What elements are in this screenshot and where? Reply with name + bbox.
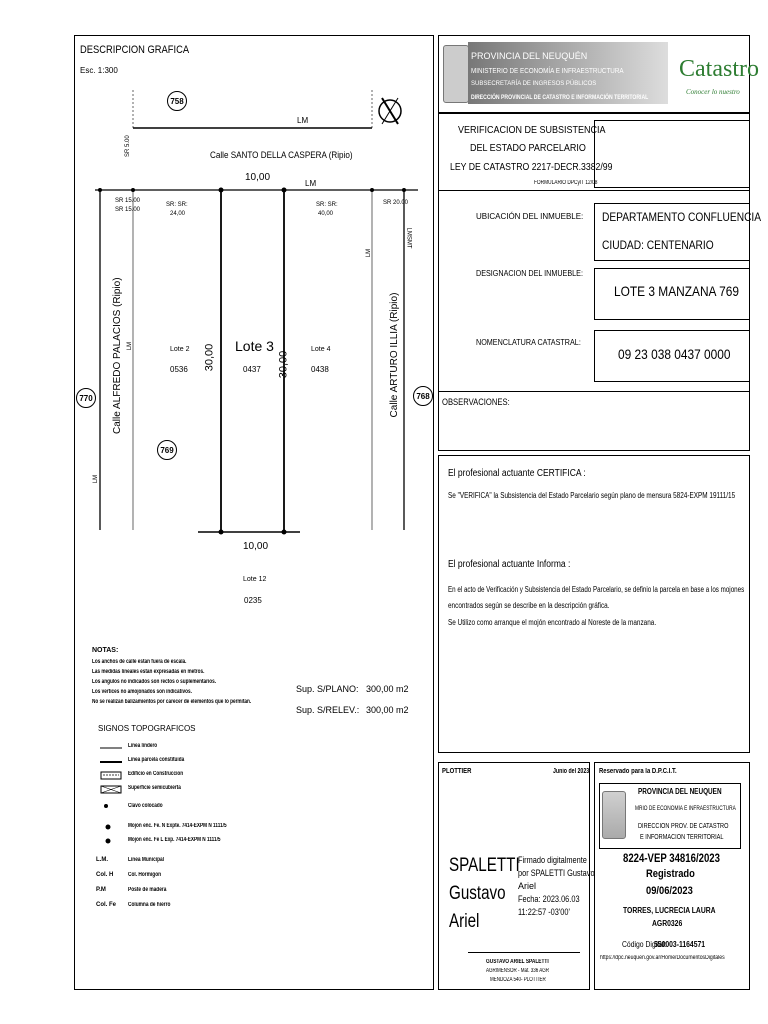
header-line3: SUBSECRETARÍA DE INGRESOS PÚBLICOS	[471, 81, 597, 87]
frontage-dimension: 10,00	[245, 172, 271, 183]
codigo-value: 550003-1164571	[654, 940, 706, 949]
reservado-label: Reservado para la D.P.C.I.T.	[599, 768, 677, 775]
neuquen-logo	[443, 45, 469, 103]
ubicacion-line2: CIUDAD: CENTENARIO	[602, 238, 714, 252]
registrado-date: 09/06/2023	[646, 885, 693, 897]
verification-divider	[594, 120, 750, 188]
lot-right-num: 0438	[311, 365, 329, 374]
tiny-label-f: SR 20.00	[383, 200, 409, 206]
note-line: Los vertices no amojonados son indicativos.	[92, 689, 192, 695]
back-dimension: 10,00	[243, 541, 269, 552]
abbr-code: Col. H	[96, 872, 114, 878]
lm-top: LM	[297, 116, 309, 125]
informa-line1: En el acto de Verificación y Subsistencia del Estado Parcelario, se definio la parcela en base a los mojones	[448, 585, 745, 594]
lot-main-num: 0437	[243, 365, 261, 374]
plottier-place: PLOTTIER	[442, 768, 472, 775]
professional-title: AGRIMENSOR - Mat. 336 AGR	[486, 968, 550, 974]
note-line: Los anchos de calle estan fuera de escala.	[92, 659, 187, 665]
sup-relev-value: 300,00 m2	[366, 705, 409, 715]
catastro-slogan: Conocer lo nuestro	[686, 88, 740, 96]
designacion-label: DESIGNACION DEL INMUEBLE:	[476, 269, 583, 278]
stamp-line1: PROVINCIA DEL NEUQUEN	[638, 787, 722, 796]
signature-divider	[468, 952, 580, 953]
abbr-text: Col. Hormigon	[128, 872, 162, 878]
informa-title: El profesional actuante Informa :	[448, 559, 571, 570]
signature-text-5: 11:22:57 -03'00'	[518, 907, 570, 917]
block-circle-center: 769	[157, 440, 177, 460]
verif-form: FORMULARIO DPCyIT 12/08	[534, 180, 598, 186]
sign-label: Mojon enc. Fe L Exp. 7414-EXPM N 1111/5	[128, 837, 221, 843]
codigo-label: Código Digital:	[622, 940, 667, 949]
certifica-text: Se "VERIFICA" la Subsistencia del Estado Parcelario según plano de mensura 5824-EXPM 19111/15	[448, 491, 736, 500]
header-line1: PROVINCIA DEL NEUQUÉN	[471, 51, 588, 61]
certifica-title: El profesional actuante CERTIFICA :	[448, 468, 586, 479]
signature-text-2: por SPALETTI Gustavo	[518, 868, 595, 878]
panel-title: DESCRIPCION GRAFICA	[80, 44, 190, 56]
sup-plano-label: Sup. S/PLANO:	[296, 684, 359, 694]
verif-line2: DEL ESTADO PARCELARIO	[470, 143, 586, 154]
tiny-label-e: SR 5.00	[125, 135, 131, 157]
informa-line3: Se Utilizo como arranque el mojón encontrado al Noreste de la manzana.	[448, 618, 657, 627]
ubicacion-label: UBICACIÓN DEL INMUEBLE:	[476, 212, 584, 221]
sign-label: Clavo colocado	[128, 803, 163, 809]
sign-label: Linea lindero	[128, 743, 158, 749]
lot-below-num: 0235	[244, 596, 262, 605]
block-circle-top: 758	[167, 91, 187, 111]
tiny-label-c: SR: SR:	[166, 202, 188, 208]
sign-label: Linea parcela constituida	[128, 757, 185, 763]
stamp-line2: MRIO DE ECONOMÍA E INFRAESTRUCTURA	[635, 806, 736, 812]
street-top-label: Calle SANTO DELLA CASPERA (Ripio)	[210, 150, 353, 160]
signature-text-4: Fecha: 2023.06.03	[518, 894, 580, 904]
tiny-label-a: SR 15.00	[115, 198, 141, 204]
lot-below-name: Lote 12	[243, 576, 267, 583]
verif-line1: VERIFICACION DE SUBSISTENCIA	[458, 125, 606, 136]
nomenclatura-label: NOMENCLATURA CATASTRAL:	[476, 338, 581, 347]
ubicacion-line1: DEPARTAMENTO CONFLUENCIA	[602, 210, 762, 224]
tiny-label-d2: 40,00	[318, 211, 334, 217]
professional-address: MENDOZA 540- PLOTTIER	[490, 977, 546, 983]
block-circle-right: 768	[413, 386, 433, 406]
sign-label: Superficie semicubierta	[128, 785, 181, 791]
torres-name: TORRES, LUCRECIA LAURA	[623, 906, 716, 915]
plottier-date: Junio del 2023	[553, 768, 590, 775]
observaciones-label: OBSERVACIONES:	[442, 397, 510, 407]
tiny-label-c2: 24,00	[170, 211, 186, 217]
verif-line3: LEY DE CATASTRO 2217-DECR.3382/99	[450, 162, 613, 173]
sign-label: Edificio en Construccion	[128, 771, 184, 777]
signs-title: SIGNOS TOPOGRAFICOS	[98, 724, 196, 733]
signature-name-1: SPALETTI	[449, 855, 520, 876]
nomenclatura-value: 09 23 038 0437 0000	[618, 346, 731, 362]
lot-main-name: Lote 3	[235, 338, 274, 354]
informa-line2: encontrados según se describe en la descripción gráfica.	[448, 601, 610, 610]
north-arrow-icon	[379, 98, 401, 124]
stamp-line4: E INFORMACION TERRITORIAL	[640, 834, 724, 841]
signature-name-2: Gustavo	[449, 883, 506, 904]
abbr-code: Col. Fe	[96, 902, 117, 908]
professional-name: GUSTAVO ARIEL SPALETTI	[486, 959, 549, 965]
stamp-line3: DIRECCION PROV. DE CATASTRO	[638, 823, 729, 830]
vep-number: 8224-VEP 34816/2023	[623, 851, 720, 865]
signature-name-3: Ariel	[449, 911, 480, 932]
catastro-logo: Catastro	[679, 56, 759, 82]
abbr-code: P.M	[96, 887, 106, 893]
tiny-label-k: LMSMT	[405, 227, 412, 249]
note-line: No se realizan balizamientos por carecer de elementos que lo permitan.	[92, 699, 252, 705]
lot-left-name: Lote 2	[170, 346, 190, 353]
designacion-value: LOTE 3 MANZANA 769	[614, 283, 740, 299]
note-line: Los angulos no indicados son rectos o suplementarios.	[92, 679, 217, 685]
signature-text-1: Firmado digitalmente	[518, 855, 587, 865]
tiny-label-d: SR: SR:	[316, 202, 338, 208]
documents-url[interactable]: https://dpc.neuquen.gov.ar/Home/DocumentosDigitales	[600, 955, 725, 961]
tiny-label-g: LM	[127, 341, 134, 351]
registrado-label: Registrado	[646, 868, 695, 880]
lot-right-name: Lote 4	[311, 346, 331, 353]
header-line4: DIRECCIÓN PROVINCIAL DE CATASTRO E INFORMACIÓN TERRITORIAL	[471, 95, 649, 101]
signature-text-3: Ariel	[518, 881, 537, 891]
lm-top-2: LM	[305, 179, 317, 188]
abbr-code: L.M.	[96, 857, 108, 863]
tiny-label-b: SR 15.00	[115, 207, 141, 213]
tiny-label-i: LM	[93, 474, 100, 484]
street-left-label: Calle ALFREDO PALACIOS (Ripio)	[112, 277, 123, 434]
stamp-logo	[602, 791, 626, 839]
tiny-label-h: LM	[366, 248, 373, 258]
notes-title: NOTAS:	[92, 647, 119, 654]
depth-right: 30,00	[277, 350, 290, 379]
agr-number: AGR0326	[652, 919, 683, 928]
header-line2: MINISTERIO DE ECONOMÍA E INFRAESTRUCTURA	[471, 68, 624, 75]
note-line: Las medidas lineales estan expresadas en metros.	[92, 669, 205, 675]
lot-left-num: 0536	[170, 365, 188, 374]
abbr-text: Columna de hierro	[128, 902, 171, 908]
scale-label: Esc. 1:300	[80, 66, 118, 75]
abbr-text: Linea Municipal	[128, 857, 165, 863]
sign-label: Mojon enc. Fe. N Expte. 7414-EXPM N 1111/5	[128, 823, 227, 829]
abbr-text: Poste de madera	[128, 887, 167, 893]
sup-plano-value: 300,00 m2	[366, 684, 409, 694]
block-circle-left: 770	[76, 388, 96, 408]
sup-relev-label: Sup. S/RELEV.:	[296, 705, 360, 715]
street-right-label: Calle ARTURO ILLIA (Ripio)	[389, 292, 400, 418]
depth-left: 30,00	[203, 343, 216, 372]
